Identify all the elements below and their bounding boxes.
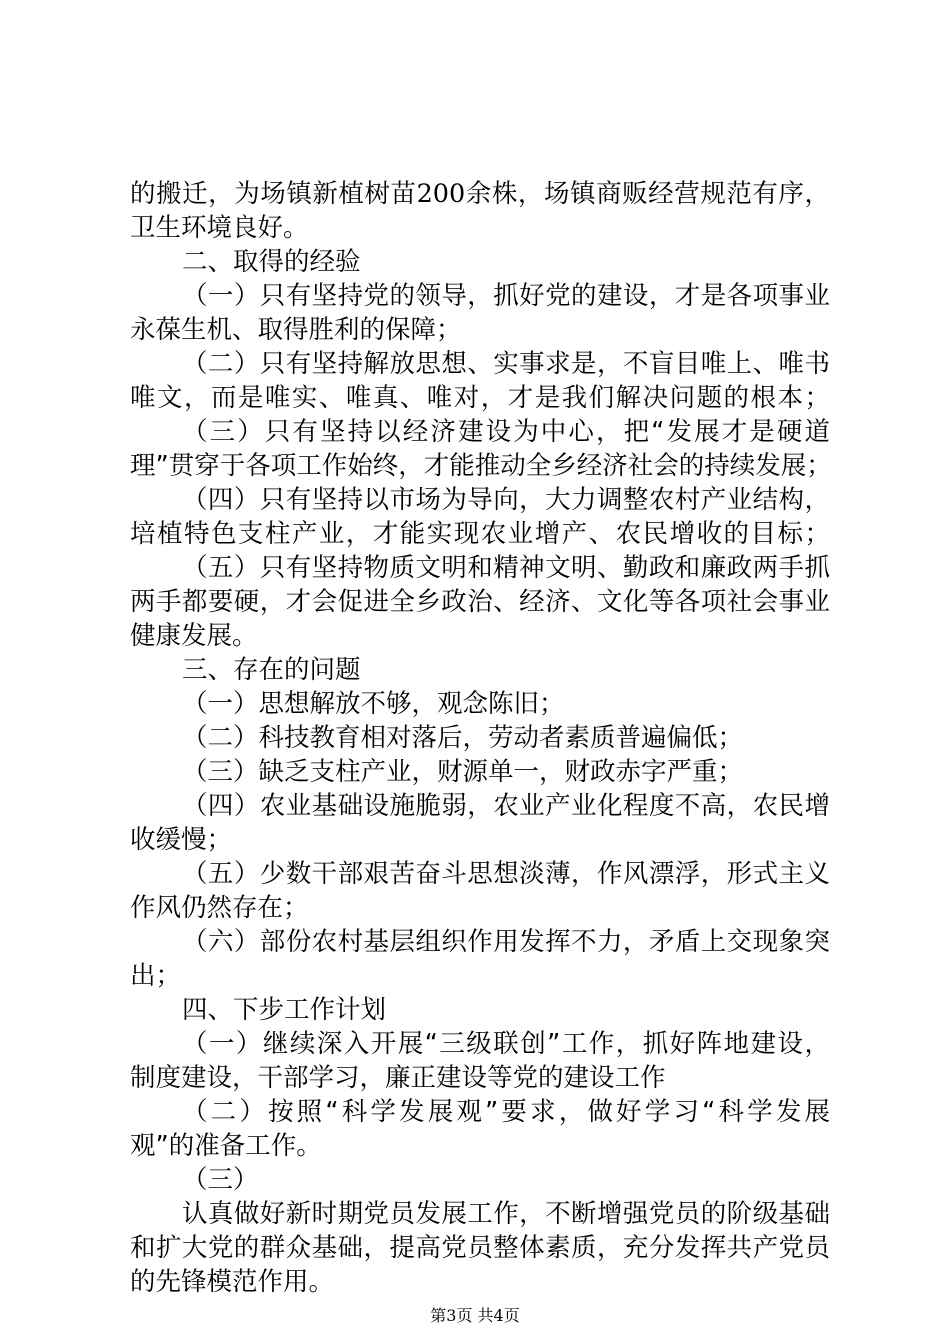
text-line: （六）部份农村基层组织作用发挥不力，矛盾上交现象突	[182, 927, 830, 957]
text-line: 培植特色支柱产业，才能实现农业增产、农民增收的目标；	[130, 519, 830, 549]
text-line: 出；	[130, 961, 182, 991]
text-line: （一）思想解放不够，观念陈旧；	[182, 689, 565, 719]
text-line: 的搬迁，为场镇新植树苗200余株，场镇商贩经营规范有序，	[130, 179, 830, 209]
text-line: （四）只有坚持以市场为导向，大力调整农村产业结构，	[182, 485, 830, 515]
text-line: 观”的准备工作。	[130, 1131, 322, 1161]
text-line: 卫生环境良好。	[130, 213, 309, 243]
text-line: 收缓慢；	[130, 825, 233, 855]
section-heading: 三、存在的问题	[182, 655, 361, 685]
text-line: （三）缺乏支柱产业，财源单一，财政赤字严重；	[182, 757, 744, 787]
text-line: 的先锋模范作用。	[130, 1267, 335, 1297]
text-line: 唯文，而是唯实、唯真、唯对，才是我们解决问题的根本；	[130, 383, 830, 413]
text-line: 作风仍然存在；	[130, 893, 309, 923]
text-line: （一）继续深入开展“三级联创”工作，抓好阵地建设，	[182, 1029, 830, 1059]
text-line: 永葆生机、取得胜利的保障；	[130, 315, 462, 345]
text-line: （五）只有坚持物质文明和精神文明、勤政和廉政两手抓	[182, 553, 830, 583]
text-line: 两手都要硬，才会促进全乡政治、经济、文化等各项社会事业	[130, 587, 830, 617]
text-line: 健康发展。	[130, 621, 258, 651]
text-line: （五）少数干部艰苦奋斗思想淡薄，作风漂浮，形式主义	[182, 859, 830, 889]
text-line: （四）农业基础设施脆弱，农业产业化程度不高，农民增	[182, 791, 830, 821]
text-line: （三）只有坚持以经济建设为中心，把“发展才是硬道	[182, 417, 830, 447]
text-line: 制度建设，干部学习，廉正建设等党的建设工作	[130, 1063, 666, 1093]
page-number-footer: 第3页 共4页	[430, 1306, 520, 1325]
text-line: （二）科技教育相对落后，劳动者素质普遍偏低；	[182, 723, 744, 753]
text-line: 理”贯穿于各项工作始终，才能推动全乡经济社会的持续发展；	[130, 451, 832, 481]
text-line: （二）只有坚持解放思想、实事求是，不盲目唯上、唯书	[182, 349, 830, 379]
text-line: （三）	[182, 1165, 259, 1195]
section-heading: 四、下步工作计划	[182, 995, 387, 1025]
text-line: （一）只有坚持党的领导，抓好党的建设，才是各项事业	[182, 281, 830, 311]
section-heading: 二、取得的经验	[182, 247, 361, 277]
text-line: 和扩大党的群众基础，提高党员整体素质，充分发挥共产党员	[130, 1233, 830, 1263]
text-line: 认真做好新时期党员发展工作，不断增强党员的阶级基础	[182, 1199, 830, 1229]
text-line: （二）按照“科学发展观”要求，做好学习“科学发展	[182, 1097, 830, 1127]
